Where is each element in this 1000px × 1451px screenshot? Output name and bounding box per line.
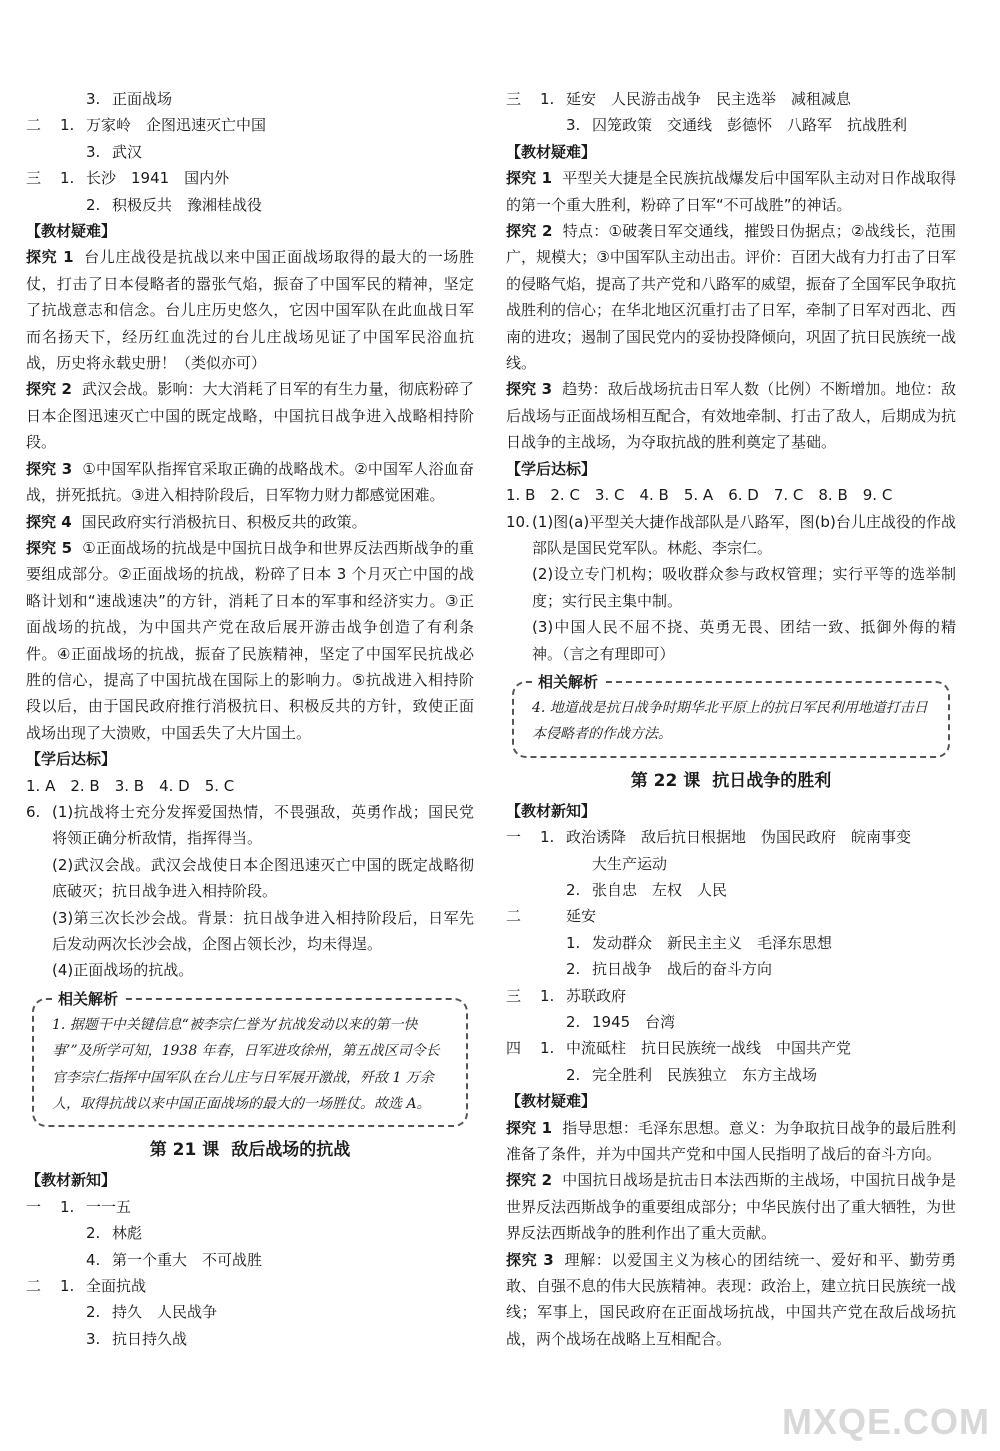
item-text: 苏联政府 <box>566 986 627 1005</box>
explore-label: 探究 1 <box>506 1118 553 1137</box>
item-number: 1. <box>60 169 75 188</box>
item-number: 2. <box>86 1224 101 1243</box>
explore-label: 探究 3 <box>506 1250 554 1269</box>
mc-answers: 1. B 2. C 3. C 4. B 5. A 6. D 7. C 8. B 9. C <box>506 486 893 505</box>
note-tag: 相关解析 <box>532 671 604 692</box>
list-item <box>26 1273 474 1299</box>
question-part: (2)设立专门机构；吸收群众参与政权管理；实行平等的选举制度；实行民主集中制。 <box>532 565 956 610</box>
question-part: (3)中国人民不屈不挠、英勇无畏、团结一致、抵御外侮的精神。（言之有理即可） <box>532 618 956 663</box>
section-heading-jiaocai-yinan-2: 【教材疑难】 <box>506 1092 597 1111</box>
right-column <box>506 86 956 1352</box>
explore-label: 探究 2 <box>26 380 72 399</box>
item-text: 第一个重大 不可战胜 <box>112 1250 263 1269</box>
item-text: 全面抗战 <box>86 1277 147 1296</box>
explore-item <box>506 376 956 455</box>
explore-text: ①中国军队指挥官采取正确的战略战术。②中国军人浴血奋战，拼死抵抗。③进入相持阶段后，日军物力财力都感觉困难。 <box>26 459 474 505</box>
list-item <box>26 112 474 138</box>
lesson-title: 抗日战争的胜利 <box>712 770 832 791</box>
right-explore-list <box>506 165 956 455</box>
explore-text: 国民政府实行消极抗日、积极反共的政策。 <box>81 512 367 531</box>
item-number: 1. <box>566 933 581 952</box>
explore-text: 武汉会战。影响：大大消耗了日军的有生力量，彻底粉碎了日本企图迅速灭亡中国的既定战略，中国抗日战争进入战略相持阶段。 <box>26 380 474 452</box>
watermark: MXQE.COM <box>781 1401 990 1442</box>
item-number: 3. <box>86 1329 101 1348</box>
section-heading-xuehou: 【学后达标】 <box>26 750 117 769</box>
item-text: 抗日持久战 <box>112 1329 188 1348</box>
list-item <box>506 877 956 903</box>
question-number: 10. <box>506 512 530 531</box>
question-part: (1)抗战将士充分发挥爱国热情，不畏强敌，英勇作战；国民党将领正确分析敌情，指挥得当。 <box>52 802 474 848</box>
lesson-number: 第 21 课 <box>149 1140 220 1161</box>
item-lead: 二 <box>26 116 42 135</box>
item-lead: 二 <box>26 1277 42 1296</box>
explore-label: 探究 4 <box>26 512 72 531</box>
item-text: 发动群众 新民主主义 毛泽东思想 <box>592 933 833 952</box>
list-item <box>506 112 956 138</box>
explore-item <box>26 376 474 455</box>
item-number: 2. <box>566 880 581 899</box>
item-text: 林彪 <box>112 1224 143 1243</box>
explore-item <box>506 218 956 376</box>
item-number: 2. <box>86 1303 101 1322</box>
lesson-22-title <box>506 766 956 796</box>
list-item <box>506 824 956 850</box>
list-item <box>26 1220 474 1246</box>
item-number: 1. <box>540 90 555 108</box>
explore-label: 探究 1 <box>26 248 74 267</box>
explore-text: 指导思想：毛泽东思想。意义：为争取抗日战争的最后胜利准备了条件，并为中国共产党和中国人民指明了战后的奋斗方向。 <box>506 1118 956 1164</box>
section-heading-jiaocai-yinan: 【教材疑难】 <box>506 142 597 161</box>
question-10 <box>506 509 956 667</box>
item-number: 2. <box>566 960 581 979</box>
item-text: 中流砥柱 抗日民族统一战线 中国共产党 <box>566 1039 852 1058</box>
section-heading-jiaocai-yinan: 【教材疑难】 <box>26 222 117 241</box>
item-number: 1. <box>60 116 75 135</box>
item-lead: 一 <box>506 828 522 847</box>
question-6 <box>26 799 474 984</box>
list-item <box>26 1194 474 1220</box>
lesson21-items <box>26 1194 474 1352</box>
section-heading-xinzhi: 【教材新知】 <box>26 1171 117 1190</box>
explore-label: 探究 3 <box>506 380 553 399</box>
item-text: 张自忠 左权 人民 <box>592 880 728 899</box>
list-item <box>506 1035 956 1061</box>
explore-text: 理解：以爱国主义为核心的团结统一、爱好和平、勤劳勇敢、自强不息的伟大民族精神。表现：政治上，建立抗日民族统一战线；军事上，国民政府在正面战场抗战，中国共产党在敌后战场抗战，两个战场在战略上互相配合。 <box>506 1250 957 1348</box>
item-text: 积极反共 豫湘桂战役 <box>112 195 263 214</box>
list-item <box>26 1299 474 1325</box>
item-text: 延安 人民游击战争 民主选举 减租减息 <box>566 90 852 108</box>
explore-label: 探究 3 <box>26 459 73 478</box>
section-heading-xuehou: 【学后达标】 <box>506 459 597 478</box>
question-part: (4)正面战场的抗战。 <box>52 961 194 980</box>
item-text: 抗日战争 战后的奋斗方向 <box>592 960 773 979</box>
list-item <box>506 86 956 112</box>
left-explore-list <box>26 244 474 746</box>
right-explore-list-2 <box>506 1115 956 1353</box>
section-heading-xinzhi: 【教材新知】 <box>506 801 597 820</box>
explore-item <box>506 1167 956 1246</box>
explore-label: 探究 5 <box>26 538 73 557</box>
list-item <box>506 903 956 929</box>
note-text: 4. 地道战是抗日战争时期华北平原上的抗日军民利用地道打击日本侵略者的作战方法。 <box>532 699 928 743</box>
lesson-21-title <box>26 1135 474 1165</box>
item-text: 一一五 <box>86 1197 132 1216</box>
explore-item <box>506 1115 956 1168</box>
item-number: 3. <box>566 116 581 135</box>
item-text: 大生产运动 <box>592 854 668 873</box>
question-number: 6. <box>26 802 41 821</box>
question-part: (2)武汉会战。武汉会战使日本企图迅速灭亡中国的既定战略彻底破灭；抗日战争进入相持阶段。 <box>52 855 474 901</box>
item-text: 武汉 <box>112 142 143 161</box>
item-text: 长沙 1941 国内外 <box>86 169 230 188</box>
left-top-items <box>26 86 474 218</box>
item-text: 完全胜利 民族独立 东方主战场 <box>592 1065 818 1084</box>
explore-text: 台儿庄战役是抗战以来中国正面战场取得的最大的一场胜仗，打击了日本侵略者的嚣张气焰，振奋了中国军民的精神，坚定了抗战意志和信念。台儿庄历史悠久，它因中国军队在此血战日军而名扬天下，经历红血洗过的台儿庄战场见证了中国军民浴血抗战，历史将永载史册！（类似亦可） <box>26 248 474 373</box>
explore-text: 趋势：敌后战场抗击日军人数（比例）不断增加。地位：敌后战场与正面战场相互配合，有效地牵制、打击了敌人，后期成为抗日战争的主战场，为夺取抗战的胜利奠定了基础。 <box>506 380 957 452</box>
item-lead: 二 <box>506 907 522 926</box>
list-item <box>26 192 474 218</box>
item-number: 1. <box>60 1277 75 1296</box>
list-item <box>506 1062 956 1088</box>
item-text: 囚笼政策 交通线 彭德怀 八路军 抗战胜利 <box>592 116 908 135</box>
explore-label: 探究 1 <box>506 169 553 188</box>
question-part: (3)第三次长沙会战。背景：抗日战争进入相持阶段后，日军先后发动两次长沙会战，企图占领长沙，均未得逞。 <box>52 908 474 953</box>
item-lead: 三 <box>506 90 522 108</box>
question-part: (1)图(a)平型关大捷作战部队是八路军，图(b)台儿庄战役的作战部队是国民党军队。林彪、李宗仁。 <box>532 512 956 557</box>
item-number: 3. <box>86 90 101 108</box>
right-top-items <box>506 86 956 139</box>
list-item <box>506 983 956 1009</box>
note-tag: 相关解析 <box>52 988 124 1009</box>
mc-answers: 1. A 2. B 3. B 4. D 5. C <box>26 776 235 795</box>
explore-item <box>26 456 474 509</box>
item-lead: 一 <box>26 1197 42 1216</box>
lesson22-items <box>506 824 956 1088</box>
item-text: 万家岭 企图迅速灭亡中国 <box>86 116 267 135</box>
item-lead: 三 <box>506 986 522 1005</box>
explore-item <box>506 165 956 218</box>
item-text: 持久 人民战争 <box>112 1303 218 1322</box>
list-item <box>26 165 474 191</box>
explore-item <box>26 509 474 535</box>
item-number: 4. <box>86 1250 101 1269</box>
item-text: 延安 <box>566 907 597 926</box>
item-lead: 四 <box>506 1039 522 1058</box>
explore-text: ①正面战场的抗战是中国抗日战争和世界反法西斯战争的重要组成部分。②正面战场的抗战，粉碎了日本 3 个月灭亡中国的战略计划和“速战速决”的方针，消耗了日本的军事和经济实力。③正面战场的抗战，为中国共产党在敌后展开游击战争创造了有利条件。④正面战场的抗战，振奋了民族精神，坚定了中国军民抗战必胜的信心，提高了中国抗战在国际上的影响力。⑤抗战进入相持阶段以后，由于国民政府推行消极抗日、积极反共的方针，致使正面战场出现了大溃败，中国丢失了大片国土。 <box>26 538 474 742</box>
explore-item <box>26 244 474 376</box>
item-number: 2. <box>566 1065 581 1084</box>
lesson-number: 第 22 课 <box>630 770 701 791</box>
note-text: 1. 据题干中关键信息“被李宗仁誉为‘抗战发动以来的第一快事’”及所学可知，1938 年春，日军进攻徐州，第五战区司令长官李宗仁指挥中国军队在台儿庄与日军展开激战，歼敌 1 万余人，取得抗战以来中国正面战场的最大的一场胜仗。故选 A。 <box>52 1016 440 1113</box>
list-item <box>26 139 474 165</box>
explore-text: 特点：①破袭日军交通线，摧毁日伪据点；②战线长，范围广，规模大；③中国军队主动出击。评价：百团大战有力打击了日军的侵略气焰，提高了共产党和八路军的威望，振奋了全国军民争取抗战胜利的信心；在华北地区沉重打击了日军，牵制了日军对西北、西南的进攻；遏制了国民党内的妥协投降倾向，巩固了抗日民族统一战线。 <box>506 222 957 373</box>
item-number: 3. <box>86 142 101 161</box>
list-item <box>506 956 956 982</box>
item-number: 2. <box>86 195 101 214</box>
explore-label: 探究 2 <box>506 222 553 241</box>
item-lead: 三 <box>26 169 42 188</box>
item-number: 1. <box>540 986 555 1005</box>
left-column <box>26 86 474 1352</box>
item-number: 1. <box>60 1197 75 1216</box>
list-item <box>26 1326 474 1352</box>
explore-label: 探究 2 <box>506 1171 553 1190</box>
lesson-title: 敌后战场的抗战 <box>231 1140 351 1161</box>
item-text: 1945 台湾 <box>592 1013 676 1031</box>
list-item <box>26 86 474 112</box>
list-item <box>506 851 956 877</box>
list-item <box>26 1247 474 1273</box>
item-text: 政治诱降 敌后抗日根据地 伪国民政府 皖南事变 <box>566 828 912 847</box>
explore-text: 平型关大捷是全民族抗战爆发后中国军队主动对日作战取得的第一个重大胜利，粉碎了日军“不可战胜”的神话。 <box>506 169 956 214</box>
item-number: 2. <box>566 1013 581 1031</box>
item-number: 1. <box>540 828 555 847</box>
related-analysis-box <box>32 989 468 1128</box>
list-item <box>506 930 956 956</box>
item-number: 1. <box>540 1039 555 1058</box>
explore-item <box>26 535 474 746</box>
explore-item <box>506 1247 956 1353</box>
explore-text: 中国抗日战场是抗击日本法西斯的主战场，中国抗日战争是世界反法西斯战争的重要组成部分；中华民族付出了重大牺牲，为世界反法西斯战争的胜利作出了重大贡献。 <box>506 1171 957 1243</box>
item-text: 正面战场 <box>112 90 173 108</box>
related-analysis-box <box>512 672 950 758</box>
list-item <box>506 1009 956 1035</box>
